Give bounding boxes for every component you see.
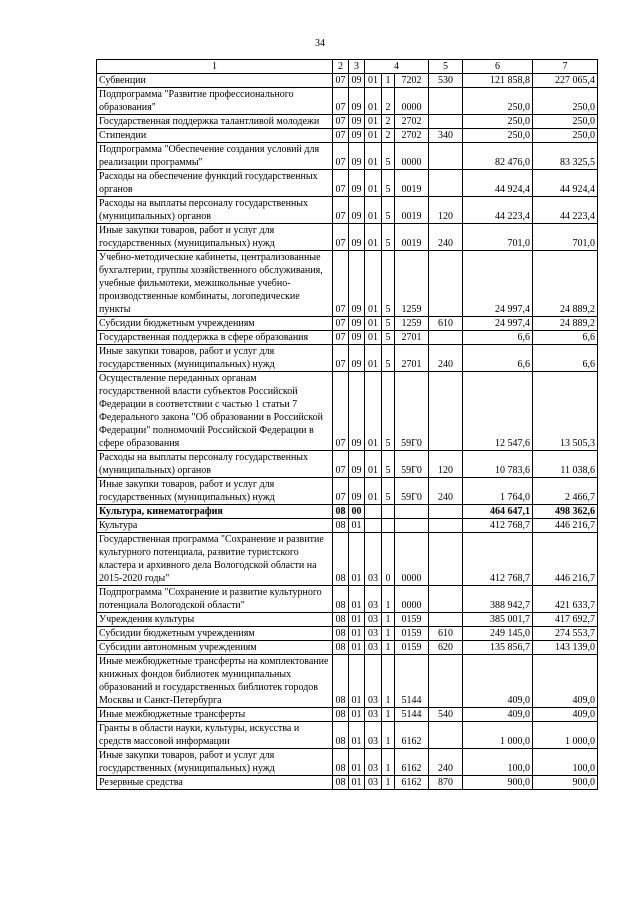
expense-type-code: [429, 655, 463, 708]
header-col-2: 2: [333, 60, 349, 74]
target-code-subprogram: 5: [382, 345, 395, 372]
section-code: 08: [333, 505, 349, 519]
expense-type-code: 240: [429, 224, 463, 251]
header-col-3: 3: [349, 60, 365, 74]
row-name: Расходы на выплаты персоналу государственных (муниципальных) органов: [97, 197, 333, 224]
target-code-subprogram: 1: [382, 613, 395, 627]
target-code-direction: 6162: [395, 776, 429, 790]
table-row: [97, 505, 598, 519]
expense-type-code: [429, 143, 463, 170]
target-code-program: 01: [365, 115, 382, 129]
target-code-direction: 0000: [395, 88, 429, 115]
header-col-5: 5: [429, 60, 463, 74]
amount-col-6: 412 768,7: [463, 519, 533, 533]
expense-type-code: [429, 331, 463, 345]
section-code: 07: [333, 372, 349, 451]
row-name: Учебно-методические кабинеты, централизованные бухгалтерии, группы хозяйственного обслуживания, учебные фильмотеки, межшкольные учебно-производственные комбинаты, логопедические пункты: [97, 251, 333, 317]
table-row: [97, 627, 598, 641]
target-code-subprogram: 5: [382, 372, 395, 451]
section-code: 08: [333, 519, 349, 533]
header-col-6: 6: [463, 60, 533, 74]
section-code: 08: [333, 749, 349, 776]
table-row: [97, 197, 598, 224]
amount-col-7: 446 216,7: [533, 519, 598, 533]
row-name: Субсидии автономным учреждениям: [97, 641, 333, 655]
expense-type-code: 240: [429, 478, 463, 505]
subsection-code: 09: [349, 251, 365, 317]
target-code-program: 03: [365, 655, 382, 708]
subsection-code: 09: [349, 372, 365, 451]
section-code: 07: [333, 451, 349, 478]
expense-type-code: 610: [429, 627, 463, 641]
amount-col-6: 1 000,0: [463, 722, 533, 749]
target-code-direction: 0019: [395, 170, 429, 197]
subsection-code: 09: [349, 115, 365, 129]
target-code-direction: 1259: [395, 251, 429, 317]
row-name: Осуществление переданных органам государственной власти субъектов Российской Федерации в соответствии с частью 1 статьи 7 Федерального закона "Об образовании в Российской Федерации" полномочий Российской Федерации в сфере образования: [97, 372, 333, 451]
target-code-direction: 2702: [395, 115, 429, 129]
table-row: [97, 533, 598, 586]
table-body: [97, 74, 598, 790]
row-name: Субсидии бюджетным учреждениям: [97, 627, 333, 641]
amount-col-6: 409,0: [463, 655, 533, 708]
table-row: [97, 749, 598, 776]
row-name: Иные закупки товаров, работ и услуг для государственных (муниципальных) нужд: [97, 345, 333, 372]
amount-col-6: 24 997,4: [463, 251, 533, 317]
target-code-program: 01: [365, 88, 382, 115]
amount-col-6: 701,0: [463, 224, 533, 251]
row-name: Субсидии бюджетным учреждениям: [97, 317, 333, 331]
expense-type-code: [429, 115, 463, 129]
target-code-direction: 5144: [395, 655, 429, 708]
target-code-program: 03: [365, 613, 382, 627]
subsection-code: 09: [349, 170, 365, 197]
section-code: 08: [333, 641, 349, 655]
expense-type-code: 530: [429, 74, 463, 88]
subsection-code: 01: [349, 613, 365, 627]
subsection-code: 09: [349, 331, 365, 345]
amount-col-6: 44 924,4: [463, 170, 533, 197]
page-number: 34: [315, 38, 325, 49]
row-name: Культура: [97, 519, 333, 533]
amount-col-6: 12 547,6: [463, 372, 533, 451]
table-row: [97, 88, 598, 115]
subsection-code: 09: [349, 451, 365, 478]
expense-type-code: [429, 586, 463, 613]
table-row: [97, 478, 598, 505]
target-code-direction: 59Г0: [395, 372, 429, 451]
table-row: [97, 708, 598, 722]
target-code-subprogram: [382, 505, 395, 519]
section-code: 07: [333, 129, 349, 143]
target-code-direction: 2702: [395, 129, 429, 143]
target-code-subprogram: 1: [382, 749, 395, 776]
amount-col-7: 24 889,2: [533, 317, 598, 331]
expense-type-code: 870: [429, 776, 463, 790]
target-code-program: [365, 505, 382, 519]
section-code: 08: [333, 586, 349, 613]
amount-col-7: 409,0: [533, 655, 598, 708]
target-code-subprogram: 5: [382, 251, 395, 317]
amount-col-7: 24 889,2: [533, 251, 598, 317]
subsection-code: 09: [349, 197, 365, 224]
target-code-subprogram: 1: [382, 641, 395, 655]
table-row: [97, 143, 598, 170]
table-row: [97, 451, 598, 478]
target-code-subprogram: 5: [382, 197, 395, 224]
amount-col-7: 421 633,7: [533, 586, 598, 613]
target-code-direction: 1259: [395, 317, 429, 331]
row-name: Расходы на выплаты персоналу государственных (муниципальных) органов: [97, 451, 333, 478]
subsection-code: 01: [349, 749, 365, 776]
section-code: 07: [333, 197, 349, 224]
subsection-code: 01: [349, 776, 365, 790]
row-name: Культура, кинематография: [97, 505, 333, 519]
amount-col-7: 274 553,7: [533, 627, 598, 641]
amount-col-7: 409,0: [533, 708, 598, 722]
amount-col-6: 82 476,0: [463, 143, 533, 170]
target-code-program: 01: [365, 451, 382, 478]
amount-col-6: 412 768,7: [463, 533, 533, 586]
target-code-subprogram: 5: [382, 478, 395, 505]
subsection-code: 09: [349, 478, 365, 505]
target-code-subprogram: 2: [382, 115, 395, 129]
amount-col-6: 6,6: [463, 331, 533, 345]
header-col-1: 1: [97, 60, 333, 74]
section-code: 07: [333, 331, 349, 345]
table-row: [97, 641, 598, 655]
target-code-direction: 0019: [395, 197, 429, 224]
subsection-code: 01: [349, 586, 365, 613]
section-code: 07: [333, 345, 349, 372]
amount-col-6: 464 647,1: [463, 505, 533, 519]
target-code-direction: 59Г0: [395, 478, 429, 505]
expense-type-code: [429, 722, 463, 749]
target-code-direction: [395, 505, 429, 519]
amount-col-7: 250,0: [533, 115, 598, 129]
amount-col-6: 121 858,8: [463, 74, 533, 88]
target-code-program: 01: [365, 74, 382, 88]
target-code-program: 03: [365, 749, 382, 776]
amount-col-7: 6,6: [533, 331, 598, 345]
target-code-subprogram: 5: [382, 170, 395, 197]
target-code-program: 03: [365, 722, 382, 749]
target-code-subprogram: 1: [382, 722, 395, 749]
target-code-direction: 6162: [395, 749, 429, 776]
expense-type-code: 340: [429, 129, 463, 143]
expense-type-code: 240: [429, 345, 463, 372]
section-code: 08: [333, 655, 349, 708]
row-name: Субвенции: [97, 74, 333, 88]
section-code: 07: [333, 88, 349, 115]
expense-type-code: [429, 505, 463, 519]
section-code: 07: [333, 74, 349, 88]
table-row: [97, 129, 598, 143]
table-row: [97, 722, 598, 749]
amount-col-6: 385 001,7: [463, 613, 533, 627]
section-code: 07: [333, 170, 349, 197]
section-code: 07: [333, 143, 349, 170]
target-code-program: 01: [365, 317, 382, 331]
table-row: [97, 776, 598, 790]
subsection-code: 01: [349, 655, 365, 708]
amount-col-7: 498 362,6: [533, 505, 598, 519]
amount-col-6: 135 856,7: [463, 641, 533, 655]
subsection-code: 00: [349, 505, 365, 519]
amount-col-7: 13 505,3: [533, 372, 598, 451]
amount-col-7: 250,0: [533, 129, 598, 143]
target-code-direction: 2701: [395, 331, 429, 345]
subsection-code: 09: [349, 74, 365, 88]
target-code-direction: 0159: [395, 627, 429, 641]
row-name: Иные межбюджетные трансферты на комплектование книжных фондов библиотек муниципальных образований и государственных библиотек городов Москвы и Санкт-Петербурга: [97, 655, 333, 708]
table-row: [97, 519, 598, 533]
amount-col-6: 10 783,6: [463, 451, 533, 478]
expense-type-code: 120: [429, 451, 463, 478]
section-code: 08: [333, 708, 349, 722]
amount-col-7: 44 924,4: [533, 170, 598, 197]
header-col-4: 4: [365, 60, 429, 74]
target-code-direction: 0159: [395, 613, 429, 627]
target-code-program: 03: [365, 641, 382, 655]
table-row: [97, 655, 598, 708]
amount-col-7: 100,0: [533, 749, 598, 776]
expense-type-code: [429, 372, 463, 451]
table-row: [97, 251, 598, 317]
subsection-code: 09: [349, 129, 365, 143]
target-code-program: 03: [365, 776, 382, 790]
subsection-code: 01: [349, 722, 365, 749]
target-code-subprogram: 1: [382, 74, 395, 88]
expense-type-code: 120: [429, 197, 463, 224]
amount-col-7: 227 065,4: [533, 74, 598, 88]
table-row: [97, 170, 598, 197]
row-name: Иные закупки товаров, работ и услуг для государственных (муниципальных) нужд: [97, 749, 333, 776]
table-header-row: [97, 60, 598, 74]
row-name: Подпрограмма "Обеспечение создания условий для реализации программы": [97, 143, 333, 170]
subsection-code: 01: [349, 533, 365, 586]
section-code: 08: [333, 533, 349, 586]
target-code-program: 01: [365, 251, 382, 317]
section-code: 08: [333, 722, 349, 749]
row-name: Подпрограмма "Сохранение и развитие культурного потенциала Вологодской области": [97, 586, 333, 613]
amount-col-6: 250,0: [463, 88, 533, 115]
expense-type-code: [429, 251, 463, 317]
table-row: [97, 613, 598, 627]
amount-col-7: 1 000,0: [533, 722, 598, 749]
target-code-program: 01: [365, 331, 382, 345]
target-code-subprogram: [382, 519, 395, 533]
amount-col-7: 11 038,6: [533, 451, 598, 478]
budget-table: [96, 59, 598, 790]
target-code-program: [365, 519, 382, 533]
section-code: 07: [333, 478, 349, 505]
subsection-code: 01: [349, 519, 365, 533]
amount-col-7: 143 139,0: [533, 641, 598, 655]
target-code-program: 01: [365, 170, 382, 197]
target-code-subprogram: 1: [382, 655, 395, 708]
table-row: [97, 345, 598, 372]
subsection-code: 09: [349, 317, 365, 331]
amount-col-7: 44 223,4: [533, 197, 598, 224]
table-row: [97, 317, 598, 331]
amount-col-6: 409,0: [463, 708, 533, 722]
amount-col-7: 2 466,7: [533, 478, 598, 505]
row-name: Резервные средства: [97, 776, 333, 790]
amount-col-7: 250,0: [533, 88, 598, 115]
row-name: Иные межбюджетные трансферты: [97, 708, 333, 722]
expense-type-code: [429, 519, 463, 533]
section-code: 07: [333, 115, 349, 129]
amount-col-6: 250,0: [463, 115, 533, 129]
table-row: [97, 331, 598, 345]
section-code: 08: [333, 627, 349, 641]
amount-col-6: 44 223,4: [463, 197, 533, 224]
subsection-code: 01: [349, 708, 365, 722]
target-code-direction: 0159: [395, 641, 429, 655]
row-name: Расходы на обеспечение функций государственных органов: [97, 170, 333, 197]
amount-col-6: 100,0: [463, 749, 533, 776]
amount-col-7: 6,6: [533, 345, 598, 372]
amount-col-6: 249 145,0: [463, 627, 533, 641]
target-code-subprogram: 5: [382, 143, 395, 170]
target-code-direction: 59Г0: [395, 451, 429, 478]
target-code-subprogram: 0: [382, 533, 395, 586]
subsection-code: 01: [349, 627, 365, 641]
target-code-program: 01: [365, 129, 382, 143]
amount-col-7: 417 692,7: [533, 613, 598, 627]
row-name: Подпрограмма "Развитие профессионального образования": [97, 88, 333, 115]
expense-type-code: [429, 533, 463, 586]
target-code-program: 01: [365, 224, 382, 251]
subsection-code: 01: [349, 641, 365, 655]
target-code-program: 01: [365, 197, 382, 224]
section-code: 08: [333, 613, 349, 627]
target-code-subprogram: 2: [382, 129, 395, 143]
section-code: 08: [333, 776, 349, 790]
row-name: Гранты в области науки, культуры, искусства и средств массовой информации: [97, 722, 333, 749]
table-row: [97, 74, 598, 88]
amount-col-6: 900,0: [463, 776, 533, 790]
target-code-program: 03: [365, 533, 382, 586]
table-row: [97, 372, 598, 451]
target-code-program: 01: [365, 372, 382, 451]
target-code-subprogram: 1: [382, 586, 395, 613]
row-name: Учреждения культуры: [97, 613, 333, 627]
subsection-code: 09: [349, 143, 365, 170]
header-col-7: 7: [533, 60, 598, 74]
amount-col-6: 1 764,0: [463, 478, 533, 505]
target-code-subprogram: 1: [382, 627, 395, 641]
amount-col-6: 24 997,4: [463, 317, 533, 331]
target-code-direction: 7202: [395, 74, 429, 88]
table-row: [97, 115, 598, 129]
row-name: Стипендии: [97, 129, 333, 143]
amount-col-7: 701,0: [533, 224, 598, 251]
target-code-program: 01: [365, 143, 382, 170]
row-name: Государственная поддержка талантливой молодежи: [97, 115, 333, 129]
subsection-code: 09: [349, 224, 365, 251]
target-code-direction: [395, 519, 429, 533]
expense-type-code: 540: [429, 708, 463, 722]
row-name: Иные закупки товаров, работ и услуг для государственных (муниципальных) нужд: [97, 224, 333, 251]
target-code-direction: 0000: [395, 586, 429, 613]
amount-col-7: 900,0: [533, 776, 598, 790]
expense-type-code: 620: [429, 641, 463, 655]
target-code-subprogram: 5: [382, 317, 395, 331]
expense-type-code: 610: [429, 317, 463, 331]
target-code-subprogram: 5: [382, 451, 395, 478]
target-code-program: 01: [365, 345, 382, 372]
target-code-direction: 0000: [395, 143, 429, 170]
target-code-subprogram: 5: [382, 224, 395, 251]
expense-type-code: [429, 613, 463, 627]
target-code-direction: 6162: [395, 722, 429, 749]
target-code-direction: 0000: [395, 533, 429, 586]
target-code-program: 03: [365, 627, 382, 641]
target-code-subprogram: 5: [382, 331, 395, 345]
target-code-subprogram: 1: [382, 776, 395, 790]
row-name: Иные закупки товаров, работ и услуг для государственных (муниципальных) нужд: [97, 478, 333, 505]
target-code-direction: 0019: [395, 224, 429, 251]
amount-col-7: 83 325,5: [533, 143, 598, 170]
section-code: 07: [333, 224, 349, 251]
row-name: Государственная программа "Сохранение и развитие культурного потенциала, развитие туристского кластера и архивного дела Вологодской области на 2015-2020 годы": [97, 533, 333, 586]
target-code-subprogram: 1: [382, 708, 395, 722]
table-row: [97, 586, 598, 613]
target-code-program: 03: [365, 708, 382, 722]
target-code-direction: 2701: [395, 345, 429, 372]
section-code: 07: [333, 317, 349, 331]
target-code-program: 03: [365, 586, 382, 613]
subsection-code: 09: [349, 345, 365, 372]
subsection-code: 09: [349, 88, 365, 115]
target-code-direction: 5144: [395, 708, 429, 722]
amount-col-6: 250,0: [463, 129, 533, 143]
target-code-program: 01: [365, 478, 382, 505]
amount-col-7: 446 216,7: [533, 533, 598, 586]
section-code: 07: [333, 251, 349, 317]
row-name: Государственная поддержка в сфере образования: [97, 331, 333, 345]
target-code-subprogram: 2: [382, 88, 395, 115]
table-row: [97, 224, 598, 251]
amount-col-6: 388 942,7: [463, 586, 533, 613]
expense-type-code: [429, 88, 463, 115]
amount-col-6: 6,6: [463, 345, 533, 372]
expense-type-code: 240: [429, 749, 463, 776]
expense-type-code: [429, 170, 463, 197]
